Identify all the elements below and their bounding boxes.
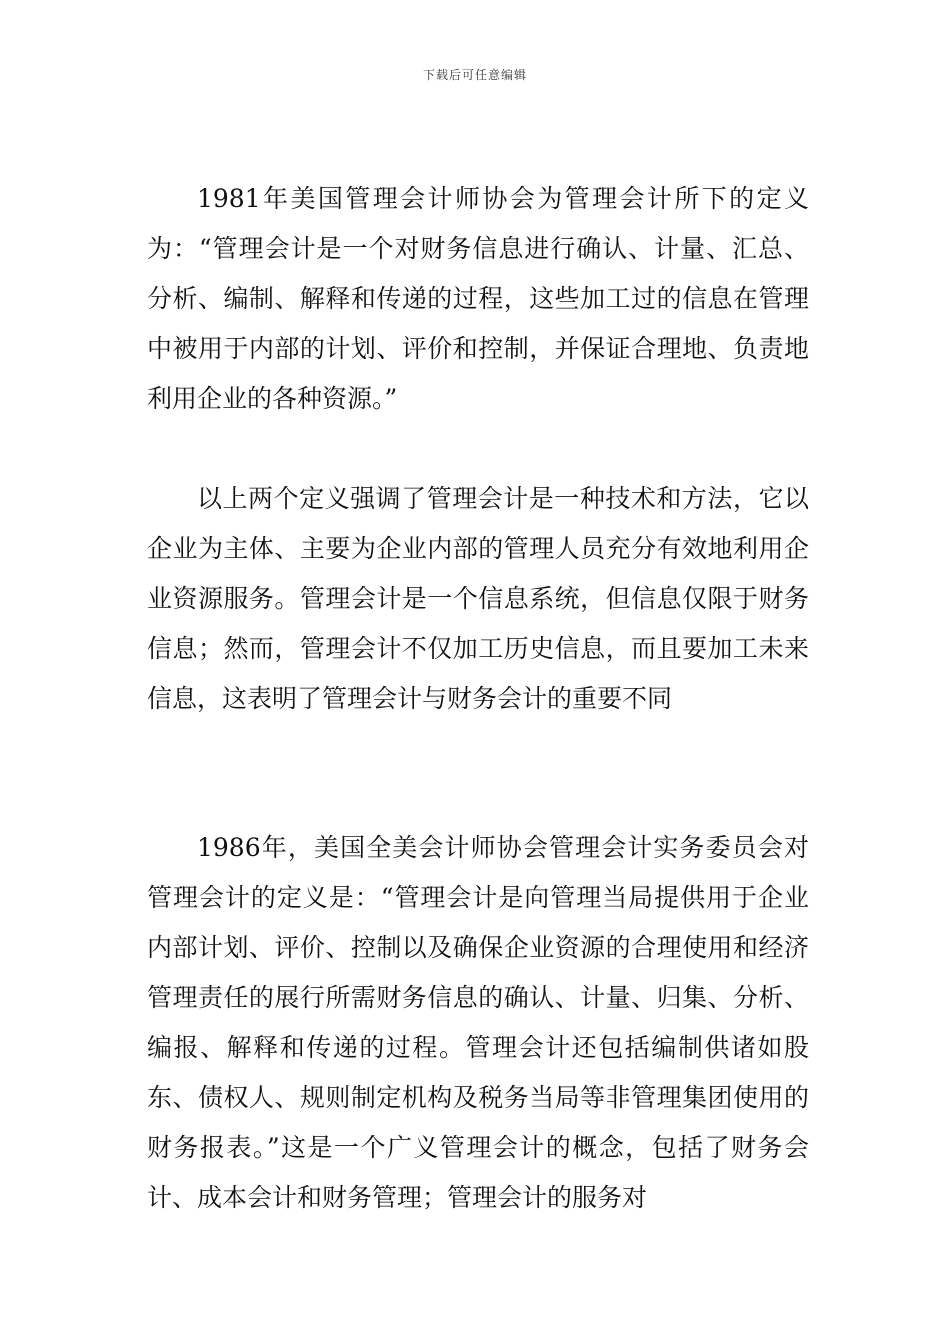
paragraph-1986-definition: 1986年，美国全美会计师协会管理会计实务委员会对管理会计的定义是：“管理会计是向管理当局提供用于企业内部计划、评价、控制以及确保企业资源的合理使用和经济管理责任的展行所需财务信息的确认、计量、归集、分析、编报、解释和传递的过程。管理会计还包括编制供诸如股东、债权人、规则制定机构及税务当局等非管理集团使用的财务报表。”这是一个广义管理会计的概念，包括了财务会计、成本会计和财务管理；管理会计的服务对 <box>147 833 809 1212</box>
paragraph-1981-definition: 1981年美国管理会计师协会为管理会计所下的定义为：“管理会计是一个对财务信息进行确认、计量、汇总、分析、编制、解释和传递的过程，这些加工过的信息在管理中被用于内部的计划、评价和控制，并保证合理地、负责地利用企业的各种资源。” <box>147 184 809 413</box>
paragraph-summary: 以上两个定义强调了管理会计是一种技术和方法，它以企业为主体、主要为企业内部的管理人员充分有效地利用企业资源服务。管理会计是一个信息系统，但信息仅限于财务信息；然而，管理会计不仅加工历史信息，而且要加工未来信息，这表明了管理会计与财务会计的重要不同 <box>147 484 809 713</box>
page-header: 下载后可任意编辑 <box>422 68 527 82</box>
